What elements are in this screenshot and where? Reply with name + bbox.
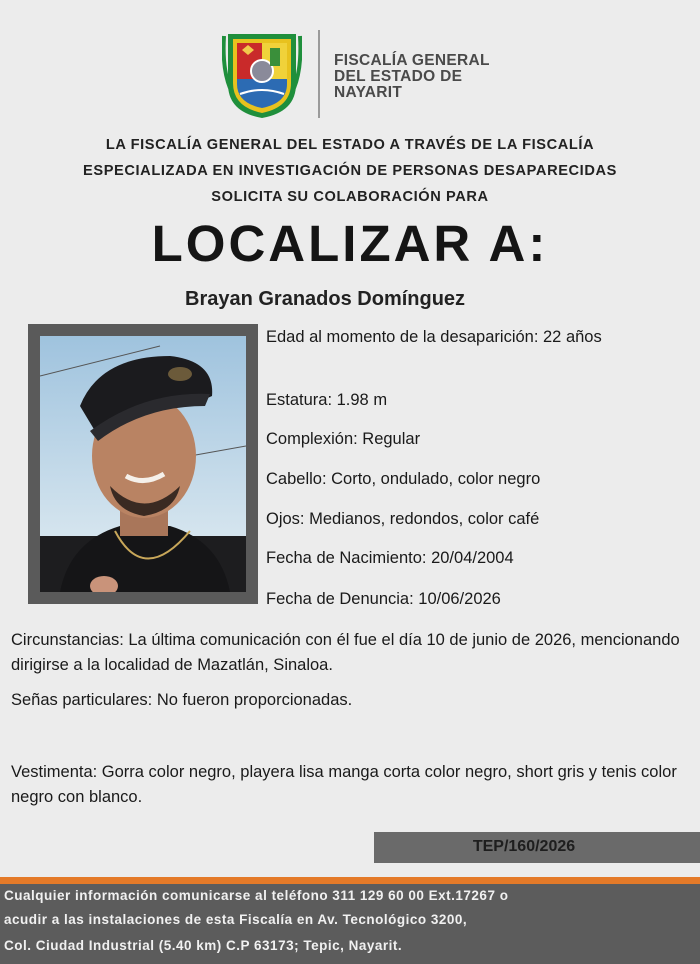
fact-age: Edad al momento de la desaparición: 22 años (266, 328, 602, 346)
header-divider (318, 30, 320, 118)
clothing-text: Vestimenta: Gorra color negro, playera lisa manga corta color negro, short gris y tenis color negro con blanco. (11, 763, 677, 806)
main-title: LOCALIZAR A: (151, 215, 549, 272)
fact-birth-date: Fecha de Nacimiento: 20/04/2004 (266, 549, 514, 567)
circumstances-text: Circunstancias: La última comunicación con él fue el día 10 de junio de 2026, mencionando dirigirse a la localidad de Mazatlán, Sinaloa. (11, 631, 680, 674)
fact-height: Estatura: 1.98 m (266, 391, 388, 409)
fact-eyes: Ojos: Medianos, redondos, color café (266, 510, 540, 528)
fact-build: Complexión: Regular (266, 430, 421, 448)
agency-name-line-1: FISCALÍA GENERAL (334, 52, 490, 69)
footer-accent-stripe (0, 877, 700, 884)
distinguishing-marks-text: Señas particulares: No fueron proporcionadas. (11, 691, 353, 709)
case-number: TEP/160/2026 (472, 838, 576, 855)
agency-name-line-3: NAYARIT (334, 84, 403, 101)
intro-line-3: SOLICITA SU COLABORACIÓN PARA (211, 189, 489, 205)
agency-name-line-2: DEL ESTADO DE (334, 68, 463, 85)
footer-contact-line-1: Cualquier información comunicarse al teléfono 311 129 60 00 Ext.17267 o (4, 888, 509, 903)
footer-contact-line-2: acudir a las instalaciones de esta Fiscalía en Av. Tecnológico 3200, (4, 912, 468, 927)
nayarit-state-seal-icon (222, 28, 302, 120)
fact-report-date: Fecha de Denuncia: 10/06/2026 (266, 590, 501, 608)
person-photo (40, 336, 246, 592)
fact-hair: Cabello: Corto, ondulado, color negro (266, 470, 541, 488)
intro-line-1: LA FISCALÍA GENERAL DEL ESTADO A TRAVÉS DE LA FISCALÍA (105, 137, 595, 153)
footer-contact-line-3: Col. Ciudad Industrial (5.40 km) C.P 63173; Tepic, Nayarit. (4, 938, 403, 953)
person-name: Brayan Granados Domínguez (185, 288, 466, 310)
intro-line-2: ESPECIALIZADA EN INVESTIGACIÓN DE PERSONAS DESAPARECIDAS (83, 163, 617, 179)
